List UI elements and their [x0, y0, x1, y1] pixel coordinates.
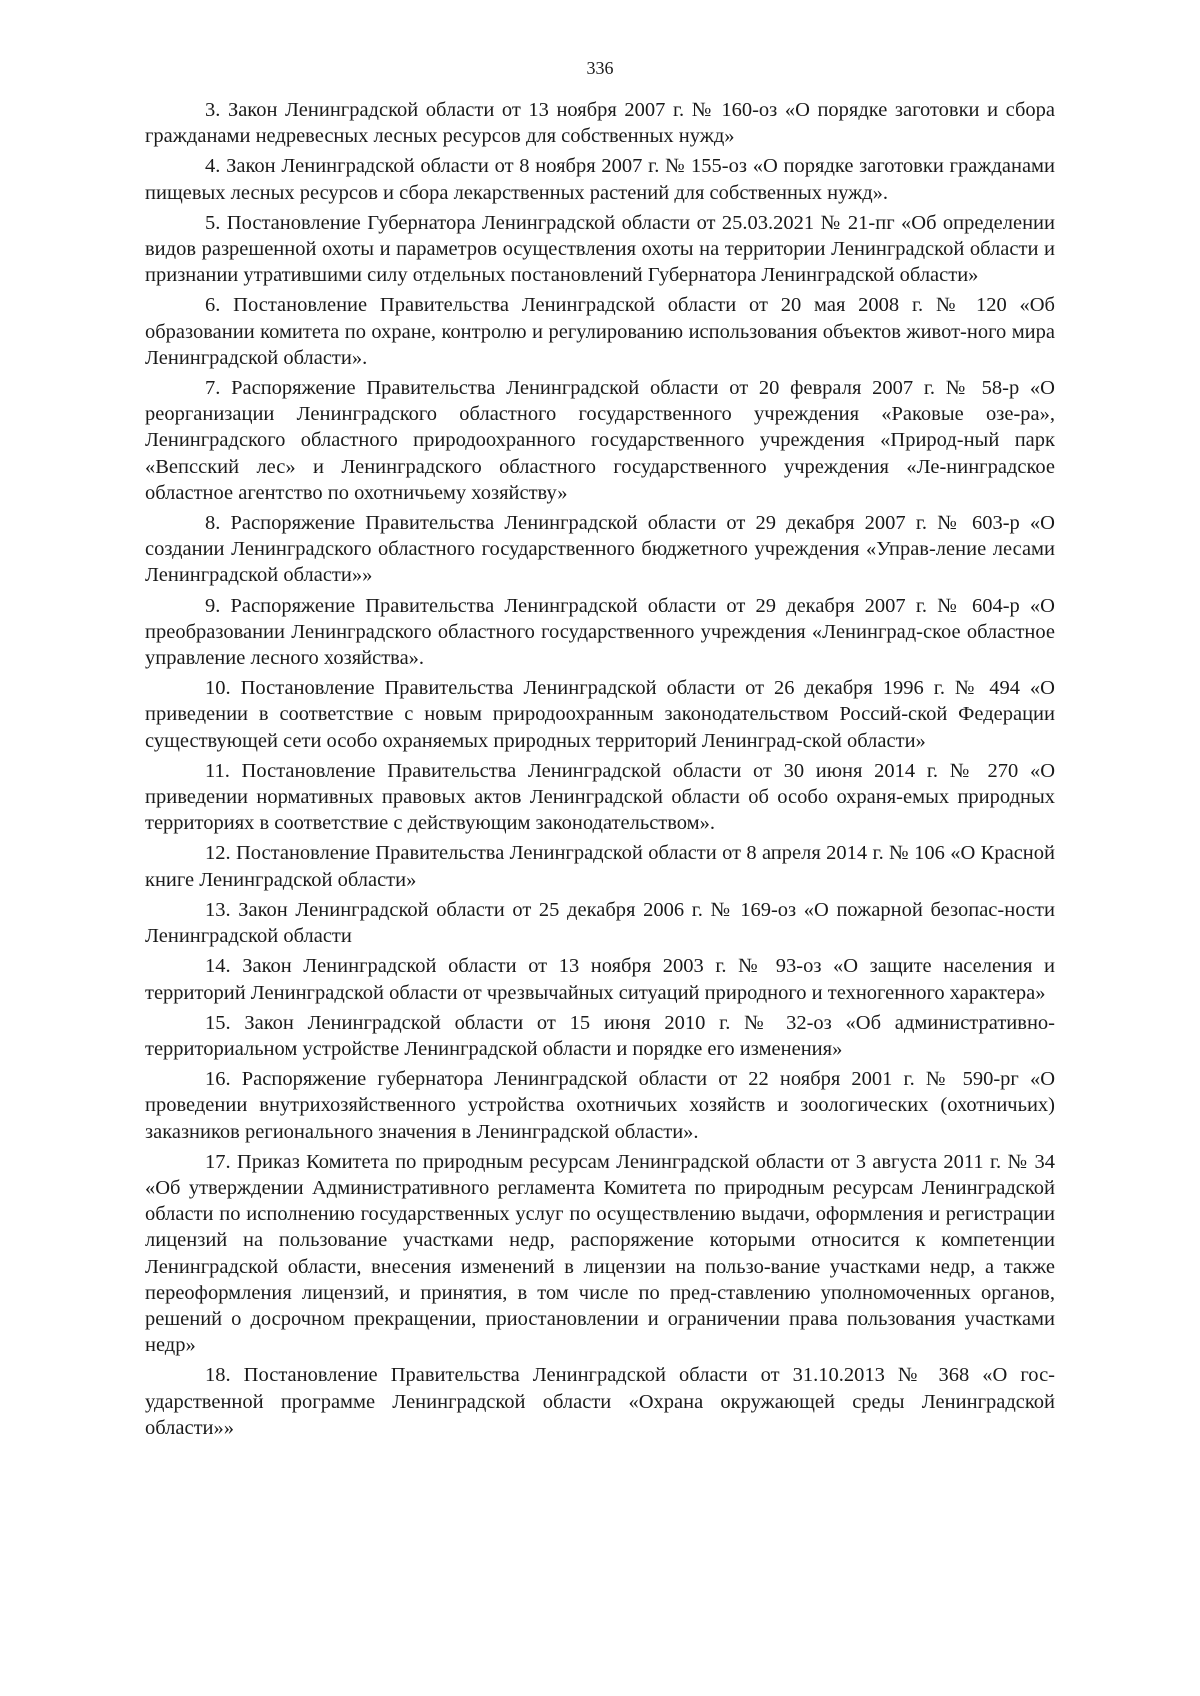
list-item: 4. Закон Ленинградской области от 8 ноября 2007 г. № 155-оз «О порядке заготовки гражданами пищевых лесных ресурсов и сбора лекарственных растений для собственных нужд».: [145, 155, 1055, 204]
list-item: 3. Закон Ленинградской области от 13 ноября 2007 г. № 160-оз «О порядке заготовки и сбора гражданами недревесных лесных ресурсов для собственных нужд»: [145, 99, 1055, 148]
legal-acts-list: [145, 97, 1055, 1445]
list-item: 8. Распоряжение Правительства Ленинградской области от 29 декабря 2007 г. № 603-р «О создании Ленинградского областного государственного бюджетного учреждения «Управ-ление лесами Ленинградской области»»: [145, 512, 1055, 587]
list-item: 15. Закон Ленинградской области от 15 июня 2010 г. № 32-оз «Об административно-территориальном устройстве Ленинградской области и порядке его изменения»: [145, 1011, 1055, 1060]
list-item: 14. Закон Ленинградской области от 13 ноября 2003 г. № 93-оз «О защите населения и территорий Ленинградской области от чрезвычайных ситуаций природного и техногенного характера»: [145, 955, 1055, 1004]
list-item: 12. Постановление Правительства Ленинградской области от 8 апреля 2014 г. № 106 «О Красной книге Ленинградской области»: [145, 842, 1055, 891]
list-item: 16. Распоряжение губернатора Ленинградской области от 22 ноября 2001 г. № 590-рг «О проведении внутрихозяйственного устройства охотничьих хозяйств и зоологических (охотничьих) заказников регионального значения в Ленинградской области».: [145, 1068, 1055, 1143]
list-item: 13. Закон Ленинградской области от 25 декабря 2006 г. № 169-оз «О пожарной безопас-ности Ленинградской области: [145, 898, 1055, 948]
list-item: 10. Постановление Правительства Ленинградской области от 26 декабря 1996 г. № 494 «О приведении в соответствие с новым природоохранным законодательством Россий-ской Федерации существующей сети особо охраняемых природных территорий Ленинград-ской области»: [145, 677, 1055, 752]
list-item: 9. Распоряжение Правительства Ленинградской области от 29 декабря 2007 г. № 604-р «О преобразовании Ленинградского областного государственного учреждения «Ленинград-ское областное управление лесного хозяйства».: [145, 594, 1055, 670]
list-item: 5. Постановление Губернатора Ленинградской области от 25.03.2021 № 21-пг «Об определении видов разрешенной охоты и параметров осуществления охоты на территории Ленинградской области и признании утратившими силу отдельных постановлений Губернатора Ленинградской области»: [145, 211, 1055, 287]
list-item: 11. Постановление Правительства Ленинградской области от 30 июня 2014 г. № 270 «О приведении нормативных правовых актов Ленинградской области об особо охраня-емых природных территориях в соответствие с действующим законодательством».: [145, 759, 1055, 835]
page-number: 336: [586, 58, 614, 78]
list-item: 6. Постановление Правительства Ленинградской области от 20 мая 2008 г. № 120 «Об образовании комитета по охране, контролю и регулированию использования объектов живот-ного мира Ленинградской области».: [145, 294, 1055, 369]
list-item: 7. Распоряжение Правительства Ленинградской области от 20 февраля 2007 г. № 58-р «О реорганизации Ленинградского областного государственного учреждения «Раковые озе-ра», Ленинградского областного природоохранного государственного учреждения «Природ-ный парк «Вепсский лес» и Ленинградского областного государственного учреждения «Ле-нинградское областное агентство по охотничьему хозяйству»: [145, 377, 1055, 504]
list-item: 18. Постановление Правительства Ленинградской области от 31.10.2013 № 368 «О гос-ударственной программе Ленинградской области «Охрана окружающей среды Ленинградской области»»: [145, 1364, 1055, 1439]
list-item: 17. Приказ Комитета по природным ресурсам Ленинградской области от 3 августа 2011 г. № 34 «Об утверждении Административного регламента Комитета по природным ресурсам Ленинградской области по исполнению государственных услуг по осуществлению выдачи, оформления и регистрации лицензий на пользование участками недр, распоряжение которыми относится к компетенции Ленинградской области, внесения изменений в лицензии на пользо-вание участками недр, а также переоформления лицензий, и принятия, в том числе по пред-ставлению уполномоченных органов, решений о досрочном прекращении, приостановлении и ограничении права пользования участками недр»: [145, 1150, 1055, 1357]
